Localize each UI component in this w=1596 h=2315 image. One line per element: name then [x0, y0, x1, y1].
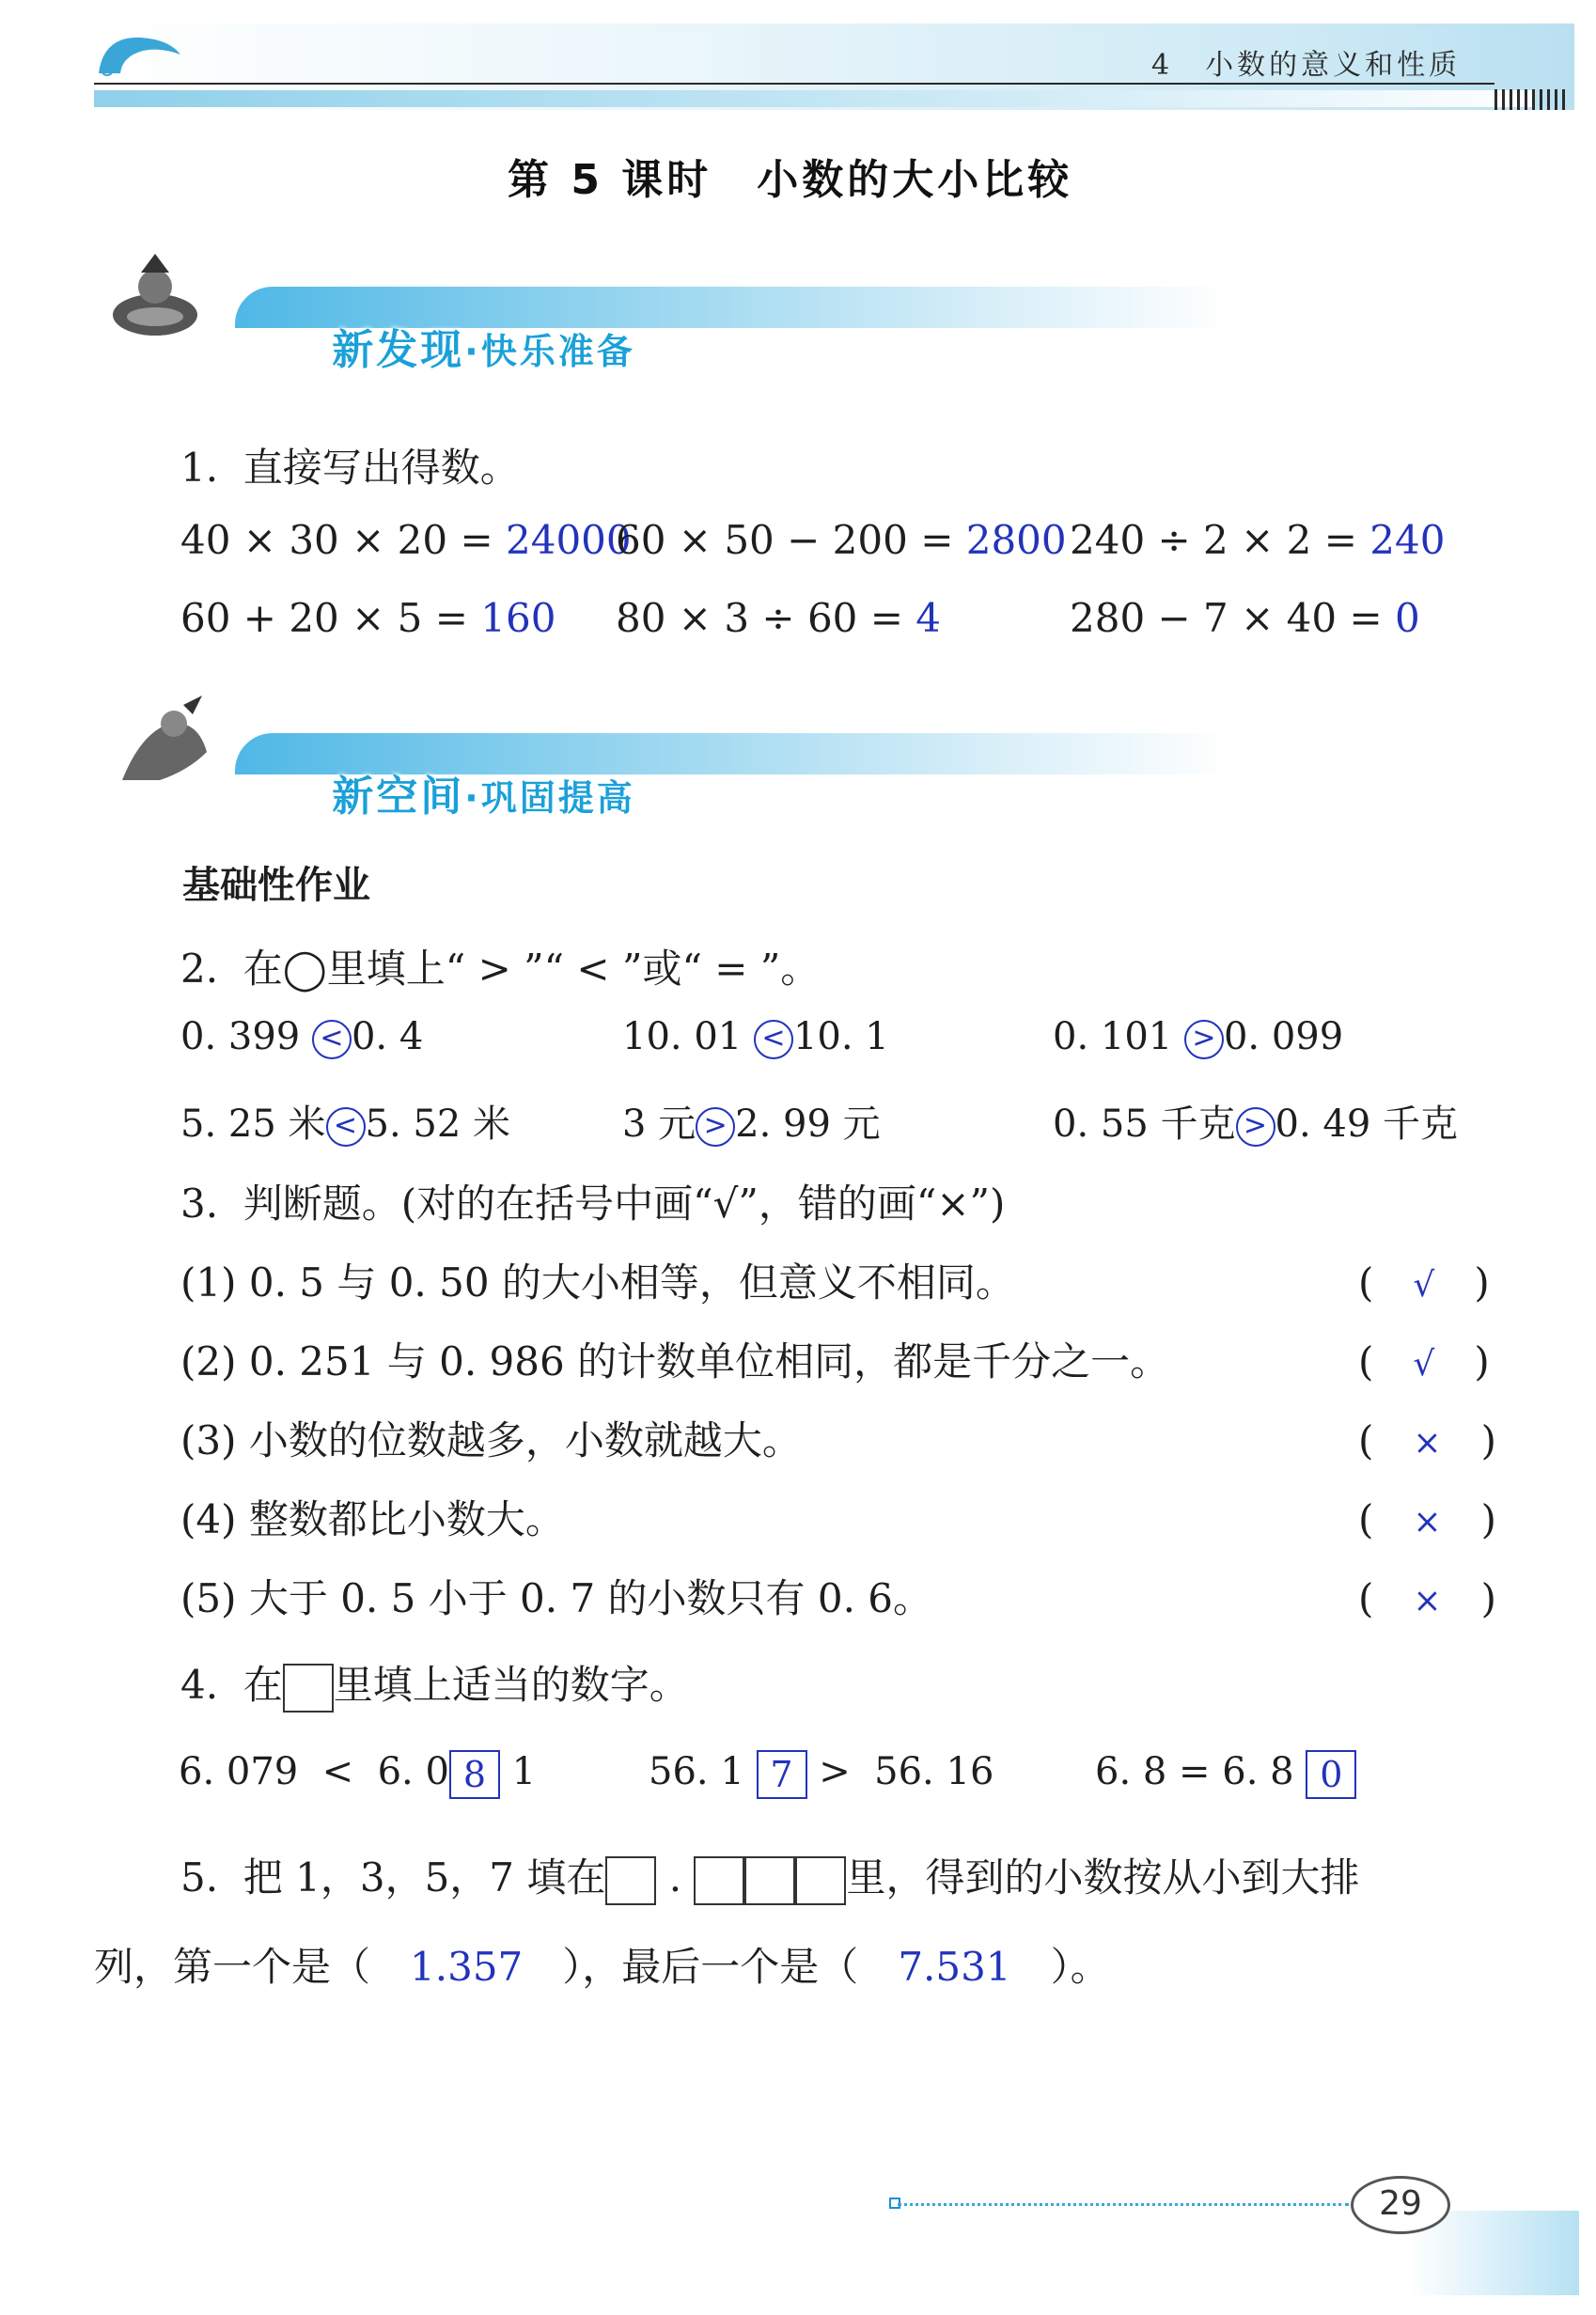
page-number: 29 — [1351, 2176, 1450, 2234]
q5-text: 里，得到的小数按从小到大排 — [846, 1854, 1360, 1900]
q3-answer-bracket: ( × ) — [1358, 1575, 1496, 1621]
comparison-circle: > — [696, 1107, 735, 1147]
q4-pre: 6. 8 = 6. 8 — [1095, 1750, 1294, 1793]
comparison-circle: < — [312, 1020, 352, 1059]
q2-item — [622, 1015, 889, 1059]
q2-left: 5. 25 米 — [180, 1103, 326, 1146]
q3-statement: (2) 0. 251 与 0. 986 的计数单位相同，都是千分之一。 — [180, 1338, 1170, 1384]
q4-item — [1095, 1750, 1356, 1799]
question-2-title: 2. 在◯里填上“ > ”“ < ”或“ = ”。 — [180, 946, 821, 992]
comparison-circle: < — [326, 1107, 366, 1147]
comparison-circle: > — [1236, 1107, 1275, 1147]
q1-item — [1070, 595, 1420, 641]
q4-post: 1 — [511, 1750, 537, 1793]
q5-first-answer: 1.357 — [410, 1944, 524, 1990]
q4-title-pre: 4. 在 — [180, 1662, 283, 1708]
q2-item — [180, 1094, 510, 1148]
q1-expression: 60 × 50 − 200 = — [616, 517, 966, 563]
q4-title-post: 里填上适当的数字。 — [333, 1662, 689, 1708]
q1-answer: 0 — [1395, 595, 1420, 641]
question-3-title: 3. 判断题。(对的在括号中画“√”，错的画“×”) — [180, 1181, 1006, 1227]
q2-item — [1053, 1015, 1343, 1059]
q2-right: 5. 52 米 — [365, 1103, 510, 1146]
q4-item — [179, 1750, 536, 1799]
footer-dotted-line — [898, 2203, 1349, 2206]
q2-item — [622, 1094, 881, 1148]
judgement-mark: √ — [1413, 1345, 1435, 1384]
q5-last-answer: 7.531 — [898, 1944, 1011, 1990]
header-rule — [94, 83, 1494, 85]
q1-answer: 240 — [1369, 517, 1446, 563]
empty-box-icon — [283, 1664, 334, 1713]
wave-logo-icon — [94, 26, 183, 83]
q2-item — [180, 1015, 423, 1059]
q1-item — [616, 595, 941, 641]
q2-right: 0. 099 — [1223, 1015, 1344, 1058]
header-barcode-decoration — [1494, 89, 1570, 110]
q1-expression: 60 + 20 × 5 = — [180, 595, 481, 641]
q5-text: ）。 — [1050, 1944, 1110, 1990]
empty-box-icon — [694, 1856, 744, 1905]
q1-item — [180, 595, 555, 641]
banner-title — [263, 714, 635, 870]
q1-answer: 160 — [480, 595, 556, 641]
q2-left: 0. 101 — [1053, 1015, 1184, 1058]
q1-answer: 4 — [915, 595, 942, 641]
q1-expression: 40 × 30 × 20 = — [180, 517, 507, 563]
question-4-title — [180, 1654, 689, 1713]
chapter-header: 4 小数的意义和性质 — [1151, 49, 1462, 82]
banner-sub-text: ·快乐准备 — [464, 331, 635, 372]
q2-item — [1053, 1094, 1458, 1148]
answer-box: 8 — [449, 1750, 500, 1799]
q2-left: 3 元 — [622, 1103, 696, 1146]
banner-main-text: 新发现 — [332, 326, 465, 374]
judgement-mark: × — [1413, 1424, 1442, 1463]
q3-answer-bracket: ( × ) — [1358, 1417, 1496, 1463]
judgement-mark: √ — [1413, 1266, 1435, 1305]
section-banner-prep — [103, 249, 1137, 374]
answer-box: 0 — [1306, 1750, 1356, 1799]
judgement-mark: × — [1413, 1582, 1442, 1620]
banner-sub-text: ·巩固提高 — [464, 777, 635, 819]
q1-expression: 80 × 3 ÷ 60 = — [616, 595, 916, 641]
comparison-circle: > — [1184, 1020, 1224, 1059]
section-banner-consolidate — [103, 696, 1137, 821]
lesson-title: 第 5 课时 小数的大小比较 — [508, 156, 1073, 204]
q3-answer-bracket: ( √ ) — [1358, 1338, 1490, 1384]
q2-right: 0. 49 千克 — [1275, 1103, 1458, 1146]
comparison-circle: < — [754, 1020, 793, 1059]
question-1-title: 1. 直接写出得数。 — [180, 445, 520, 491]
q1-answer: 24000 — [506, 517, 632, 563]
q2-right: 0. 4 — [351, 1015, 424, 1058]
section-heading-basic: 基础性作业 — [182, 864, 370, 907]
q3-answer-bracket: ( × ) — [1358, 1496, 1496, 1542]
q1-answer: 2800 — [965, 517, 1067, 563]
question-5-line-2 — [94, 1936, 1110, 1993]
q3-statement: (1) 0. 5 与 0. 50 的大小相等，但意义不相同。 — [180, 1259, 1015, 1306]
q2-left: 10. 01 — [622, 1015, 754, 1058]
q2-right: 10. 1 — [792, 1015, 889, 1058]
q3-statement: (3) 小数的位数越多，小数就越大。 — [180, 1417, 802, 1463]
q3-statement: (5) 大于 0. 5 小于 0. 7 的小数只有 0. 6。 — [180, 1575, 933, 1621]
q5-text: 5. 把 1，3，5，7 填在 — [180, 1854, 606, 1900]
q1-expression: 280 − 7 × 40 = — [1070, 595, 1396, 641]
q4-item — [649, 1750, 994, 1799]
banner-main-text: 新空间 — [332, 773, 465, 821]
q5-text: 列，第一个是（ — [94, 1944, 371, 1990]
q2-left: 0. 399 — [180, 1015, 312, 1058]
q2-right: 2. 99 元 — [735, 1103, 881, 1146]
q1-item — [180, 517, 632, 563]
q1-item — [616, 517, 1067, 563]
q5-text: ），最后一个是（ — [562, 1944, 859, 1990]
empty-box-icon — [795, 1856, 846, 1905]
q3-statement: (4) 整数都比小数大。 — [180, 1496, 565, 1542]
q1-item — [1070, 517, 1445, 563]
q4-pre: 6. 079 < 6. 0 — [179, 1750, 449, 1793]
answer-box: 7 — [757, 1750, 807, 1799]
q4-post: > 56. 16 — [806, 1750, 994, 1793]
q1-expression: 240 ÷ 2 × 2 = — [1070, 517, 1370, 563]
empty-box-icon — [744, 1856, 795, 1905]
q4-pre: 56. 1 — [649, 1750, 744, 1793]
empty-box-icon — [605, 1856, 656, 1905]
header-stripe — [94, 90, 1532, 107]
banner-title — [263, 268, 635, 424]
cartoon-figure-icon — [103, 249, 235, 343]
q3-answer-bracket: ( √ ) — [1358, 1259, 1490, 1306]
q2-left: 0. 55 千克 — [1053, 1103, 1236, 1146]
cartoon-figure-icon — [103, 696, 235, 790]
question-5-line-1: 5. 把 1，3，5，7 填在 . 里，得到的小数按从小到大排 — [180, 1847, 1359, 1905]
judgement-mark: × — [1413, 1503, 1442, 1541]
